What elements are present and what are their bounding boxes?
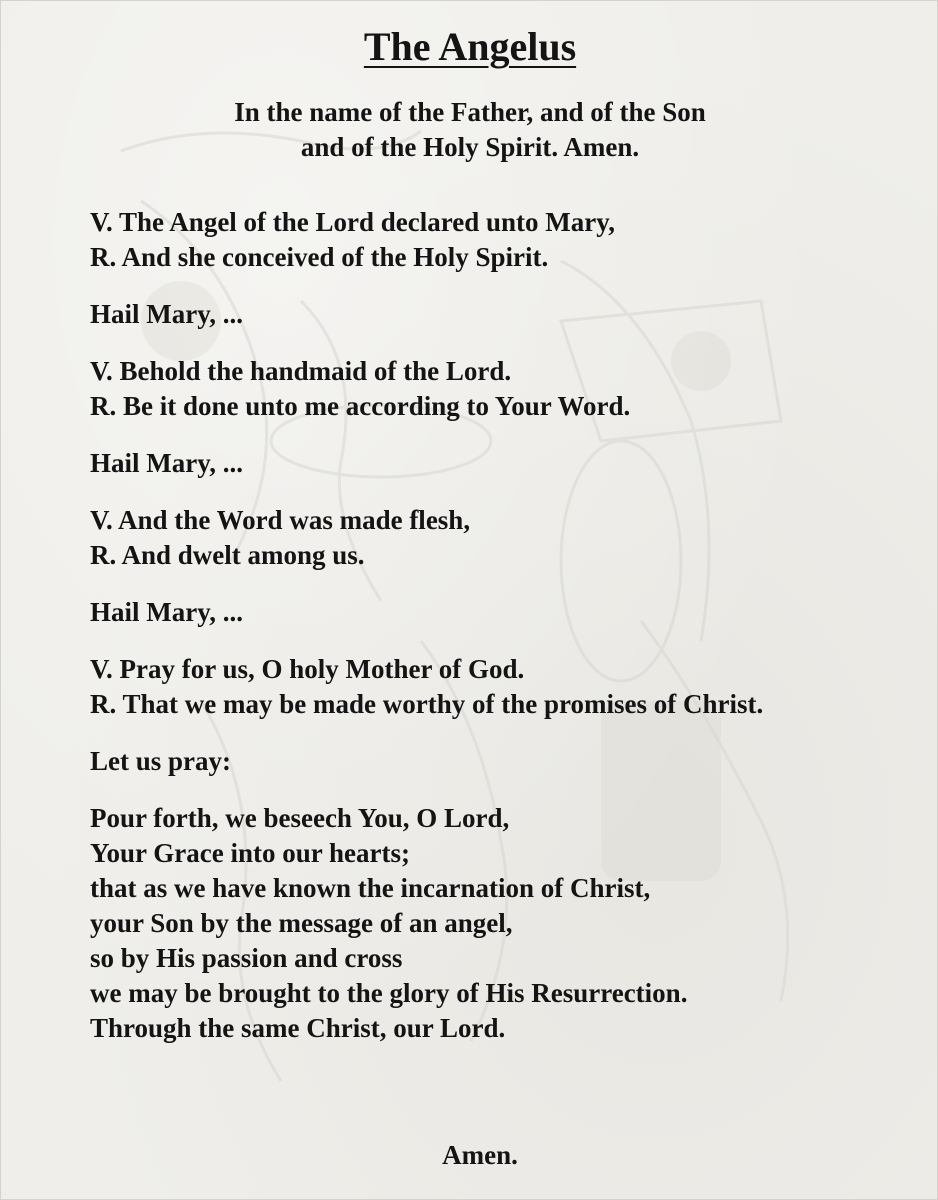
versicle-line: V. Behold the handmaid of the Lord. bbox=[90, 356, 512, 386]
prayer-body bbox=[90, 205, 910, 1068]
versicle-line: V. The Angel of the Lord declared unto Mary, bbox=[90, 207, 616, 237]
hail-mary bbox=[90, 446, 910, 481]
opening-invocation bbox=[1, 95, 938, 165]
response-line: R. And dwelt among us. bbox=[90, 540, 365, 570]
hail-mary bbox=[90, 297, 910, 332]
invocation-line: In the name of the Father, and of the Son bbox=[234, 97, 706, 127]
closing-prayer bbox=[90, 801, 910, 1046]
invocation-line: and of the Holy Spirit. Amen. bbox=[300, 132, 640, 162]
response-line: R. And she conceived of the Holy Spirit. bbox=[90, 242, 549, 272]
hail-mary-line: Hail Mary, ... bbox=[90, 597, 243, 627]
response-line: R. That we may be made worthy of the promises of Christ. bbox=[90, 689, 764, 719]
hail-mary-line: Hail Mary, ... bbox=[90, 299, 243, 329]
versicle-line: V. Pray for us, O holy Mother of God. bbox=[90, 654, 525, 684]
prayer-line: so by His passion and cross bbox=[90, 943, 403, 973]
let-us-pray-line: Let us pray: bbox=[90, 746, 231, 776]
response-line: R. Be it done unto me according to Your Word. bbox=[90, 391, 631, 421]
versicle-response bbox=[90, 205, 910, 275]
prayer-line: Through the same Christ, our Lord. bbox=[90, 1013, 506, 1043]
prayer-line: that as we have known the incarnation of Christ, bbox=[90, 873, 651, 903]
prayer-line: Your Grace into our hearts; bbox=[90, 838, 410, 868]
prayer-line: we may be brought to the glory of His Resurrection. bbox=[90, 978, 688, 1008]
closing-amen: Amen. bbox=[442, 1140, 518, 1170]
versicle-response bbox=[90, 354, 910, 424]
prayer-line: your Son by the message of an angel, bbox=[90, 908, 513, 938]
prayer-line: Pour forth, we beseech You, O Lord, bbox=[90, 803, 510, 833]
page-title: The Angelus bbox=[363, 24, 577, 69]
hail-mary-line: Hail Mary, ... bbox=[90, 448, 243, 478]
hail-mary bbox=[90, 595, 910, 630]
versicle-response bbox=[90, 503, 910, 573]
versicle-line: V. And the Word was made flesh, bbox=[90, 505, 471, 535]
versicle-response bbox=[90, 652, 910, 722]
let-us-pray bbox=[90, 744, 910, 779]
